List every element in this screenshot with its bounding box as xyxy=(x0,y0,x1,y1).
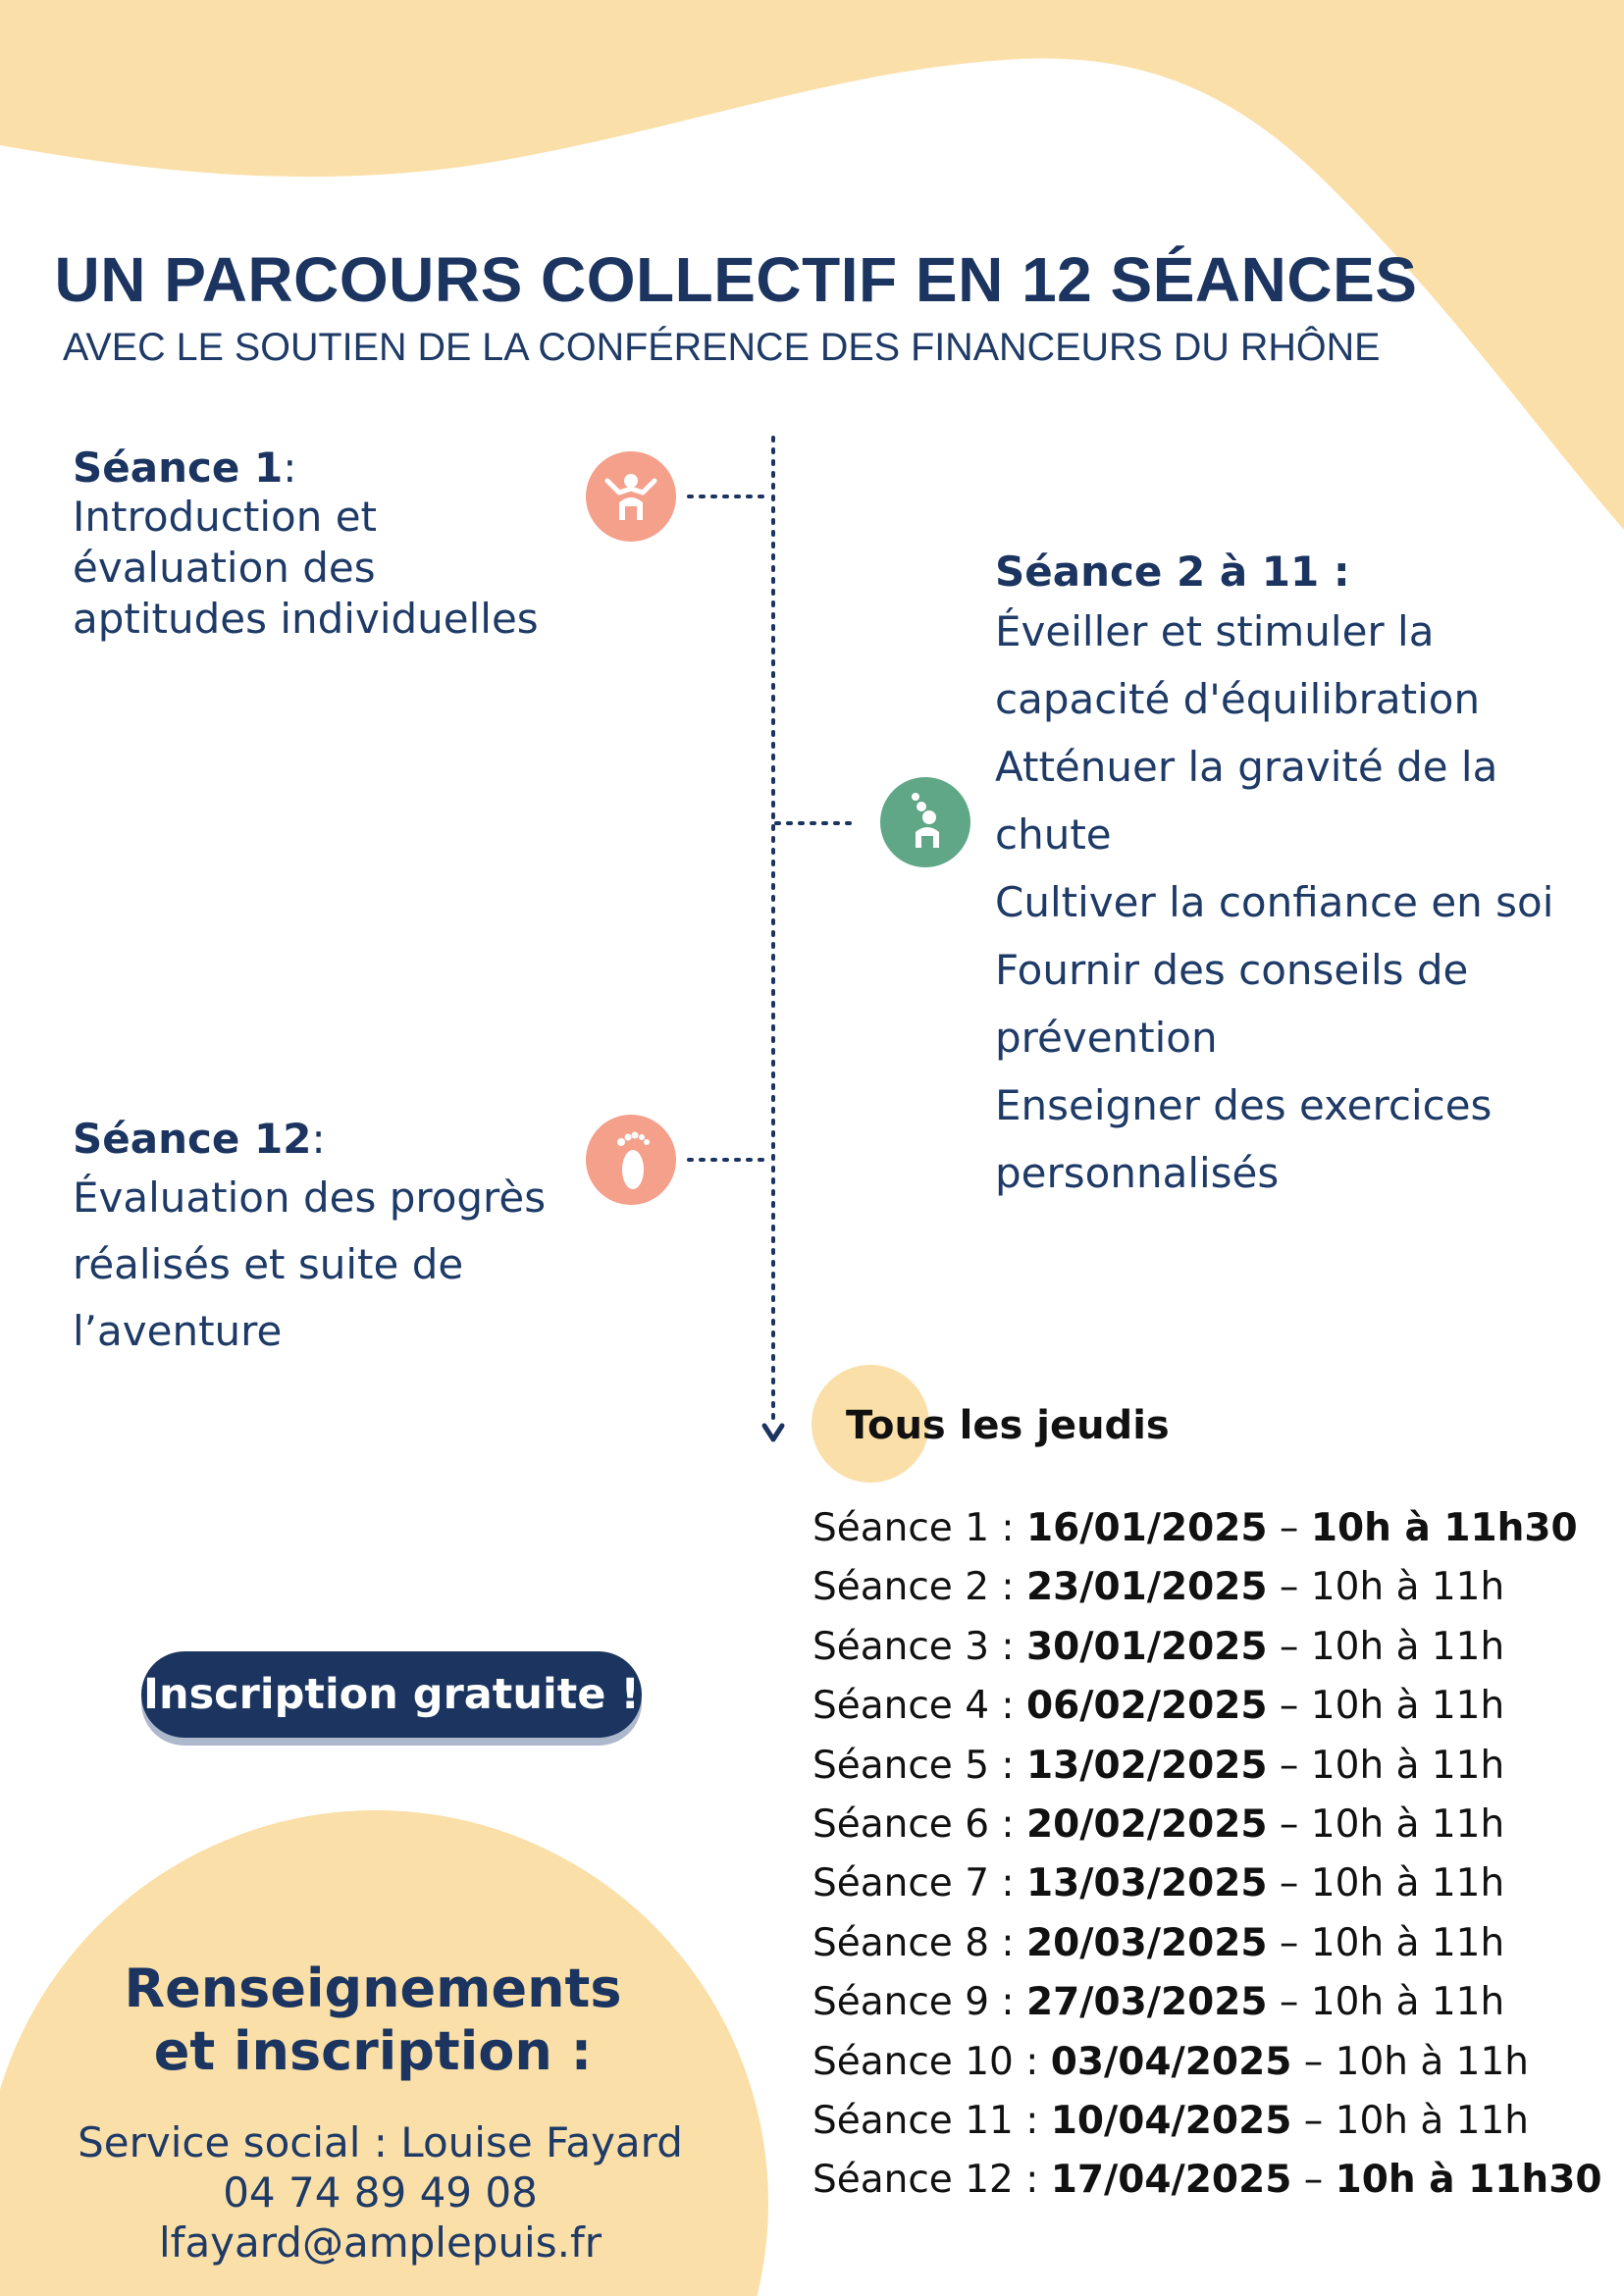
session-2-11-line: capacité d'équilibration xyxy=(995,675,1481,723)
session-2-11-heading: Séance 2 à 11 : xyxy=(995,548,1350,596)
session-12-colon: : xyxy=(311,1115,326,1163)
session-12-line: réalisés et suite de xyxy=(73,1240,464,1288)
schedule-row xyxy=(812,1854,1601,1913)
schedule-row xyxy=(812,1737,1601,1796)
schedule-row xyxy=(812,2092,1601,2151)
schedule-row-separator: – xyxy=(1267,1565,1311,1610)
schedule-row-separator: – xyxy=(1267,1980,1311,2025)
schedule-row-separator: – xyxy=(1267,1743,1311,1788)
session-2-11-description xyxy=(995,598,1553,1207)
schedule-row-label: Séance 7 : xyxy=(812,1861,1026,1906)
schedule-row-time: 10h à 11h xyxy=(1310,1980,1505,2025)
schedule-row-separator: – xyxy=(1267,1801,1311,1847)
session-1-description xyxy=(73,492,539,645)
schedule-row-label: Séance 1 : xyxy=(812,1506,1026,1550)
person-balance-icon xyxy=(586,451,676,542)
schedule-row-time: 10h à 11h xyxy=(1335,2098,1530,2143)
contact-title-line: Renseignements xyxy=(124,1957,622,2019)
session-2-11-line: Atténuer la gravité de la xyxy=(995,743,1498,791)
schedule-row xyxy=(812,1618,1601,1677)
session-1-colon: : xyxy=(283,444,297,492)
session-2-11-line: Enseigner des exercices xyxy=(995,1081,1493,1129)
schedule-row-time: 10h à 11h30 xyxy=(1335,2158,1602,2203)
schedule-row xyxy=(812,1914,1601,1973)
schedule-row-separator: – xyxy=(1267,1920,1311,1965)
schedule-row-date: 23/01/2025 xyxy=(1025,1565,1268,1610)
timeline-arrowhead xyxy=(764,1426,782,1439)
session-12-line: l’aventure xyxy=(73,1307,283,1355)
schedule-row-date: 20/03/2025 xyxy=(1025,1920,1268,1965)
session-2-11-block xyxy=(995,548,1553,1207)
schedule-row-time: 10h à 11h xyxy=(1310,1743,1505,1788)
schedule-row xyxy=(812,1558,1601,1617)
session-1-label: Séance 1 xyxy=(73,444,284,492)
schedule-row-separator: – xyxy=(1267,1624,1311,1669)
session-1-line: Introduction et xyxy=(73,493,377,541)
session-12-label: Séance 12 xyxy=(73,1115,312,1163)
schedule-row-separator: – xyxy=(1267,1506,1311,1550)
schedule-row-separator: – xyxy=(1267,1684,1311,1729)
schedule-row-label: Séance 5 : xyxy=(812,1743,1026,1788)
schedule-row-separator: – xyxy=(1291,2098,1336,2143)
footprint-icon xyxy=(586,1115,676,1205)
schedule-row-date: 20/02/2025 xyxy=(1025,1801,1268,1847)
schedule-row-time: 10h à 11h xyxy=(1310,1801,1505,1847)
schedule-row xyxy=(812,1499,1601,1558)
contact-email[interactable]: lfayard@amplepuis.fr xyxy=(158,2218,602,2267)
session-12-heading xyxy=(73,1115,546,1163)
person-thinking-icon xyxy=(880,777,970,867)
schedule-row-date: 03/04/2025 xyxy=(1050,2039,1292,2084)
schedule-row xyxy=(812,1796,1601,1854)
session-2-11-line: Fournir des conseils de xyxy=(995,946,1469,994)
page-subtitle: AVEC LE SOUTIEN DE LA CONFÉRENCE DES FINANCEURS DU RHÔNE xyxy=(63,326,1381,369)
schedule-row-date: 06/02/2025 xyxy=(1025,1684,1268,1729)
schedule-row-date: 27/03/2025 xyxy=(1025,1980,1268,2025)
schedule-row-time: 10h à 11h xyxy=(1310,1684,1505,1729)
schedule-row-time: 10h à 11h xyxy=(1310,1624,1505,1669)
session-12-description xyxy=(73,1165,546,1365)
schedule-row-date: 17/04/2025 xyxy=(1050,2158,1292,2203)
schedule-row-label: Séance 4 : xyxy=(812,1684,1026,1729)
schedule-row-date: 10/04/2025 xyxy=(1050,2098,1292,2143)
contact-title-line: et inscription : xyxy=(153,2020,593,2082)
session-12-block xyxy=(73,1115,546,1365)
schedule-row-time: 10h à 11h xyxy=(1335,2039,1530,2084)
schedule-row-label: Séance 12 : xyxy=(812,2158,1051,2203)
schedule-row-date: 13/02/2025 xyxy=(1025,1743,1268,1788)
schedule-row-label: Séance 3 : xyxy=(812,1624,1026,1669)
session-2-11-line: personnalisés xyxy=(995,1149,1280,1197)
session-2-11-line: chute xyxy=(995,810,1112,859)
schedule-row-date: 30/01/2025 xyxy=(1025,1624,1268,1669)
contact-phone[interactable]: 04 74 89 49 08 xyxy=(223,2168,538,2217)
session-2-11-line: Éveiller et stimuler la xyxy=(995,607,1435,655)
session-1-line: aptitudes individuelles xyxy=(73,595,539,643)
session-1-line: évaluation des xyxy=(73,544,376,592)
schedule-list xyxy=(812,1499,1601,2211)
schedule-row-separator: – xyxy=(1291,2158,1336,2203)
schedule-row-label: Séance 11 : xyxy=(812,2098,1051,2143)
schedule-row xyxy=(812,2033,1601,2092)
contact-service: Service social : Louise Fayard xyxy=(78,2118,683,2166)
schedule-row-time: 10h à 11h xyxy=(1310,1920,1505,1965)
schedule-row xyxy=(812,1973,1601,2032)
session-2-11-line: Cultiver la confiance en soi xyxy=(995,878,1554,926)
schedule-row-label: Séance 2 : xyxy=(812,1565,1026,1610)
schedule-heading: Tous les jeudis xyxy=(846,1403,1170,1448)
schedule-row-time: 10h à 11h30 xyxy=(1310,1506,1578,1550)
schedule-row-date: 16/01/2025 xyxy=(1025,1506,1268,1550)
schedule-row xyxy=(812,2151,1601,2210)
session-1-heading xyxy=(73,444,539,492)
schedule-row-time: 10h à 11h xyxy=(1310,1861,1505,1906)
session-12-line: Évaluation des progrès xyxy=(73,1174,547,1222)
schedule-row-separator: – xyxy=(1291,2039,1336,2084)
session-1-block xyxy=(73,444,539,645)
schedule-row-label: Séance 10 : xyxy=(812,2039,1051,2084)
schedule-row-separator: – xyxy=(1267,1861,1311,1906)
schedule-row-label: Séance 8 : xyxy=(812,1920,1026,1965)
contact-info xyxy=(29,2117,731,2268)
page-title: UN PARCOURS COLLECTIF EN 12 SÉANCES xyxy=(54,244,1418,315)
schedule-row-time: 10h à 11h xyxy=(1310,1565,1505,1610)
schedule-row-date: 13/03/2025 xyxy=(1025,1861,1268,1906)
schedule-row-label: Séance 6 : xyxy=(812,1801,1026,1847)
contact-title xyxy=(29,1957,716,2083)
session-2-11-line: prévention xyxy=(995,1014,1218,1062)
free-registration-button[interactable]: Inscription gratuite ! xyxy=(141,1651,642,1738)
schedule-row xyxy=(812,1677,1601,1736)
schedule-row-label: Séance 9 : xyxy=(812,1980,1026,2025)
